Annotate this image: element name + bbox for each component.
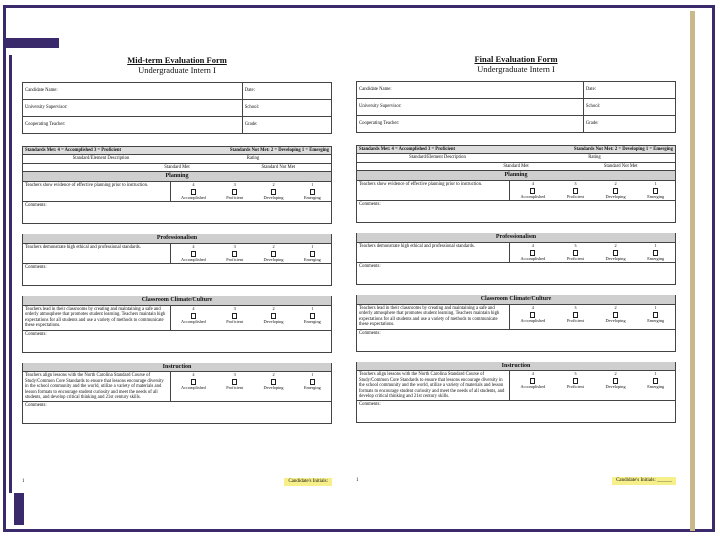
standard-row (22, 306, 332, 331)
rating-checkbox[interactable] (653, 312, 658, 318)
rating-number: 2 (614, 371, 617, 377)
standard-row (356, 371, 676, 401)
rating-option (264, 373, 284, 391)
candidate-info-table (22, 82, 332, 134)
rating-label: Proficient (226, 318, 244, 324)
comments-field[interactable]: Comments: (356, 330, 676, 352)
rating-number: 4 (531, 371, 534, 377)
rating-option (304, 307, 321, 325)
rating-number: 2 (614, 181, 617, 187)
rating-label: Accomplished (520, 317, 546, 323)
rating-label: Proficient (226, 385, 244, 391)
school-field[interactable]: School: (242, 100, 331, 117)
rating-label: Developing (263, 318, 284, 324)
university-supervisor-field[interactable]: University Supervisor: (23, 100, 243, 117)
rating-label: Developing (605, 194, 626, 200)
rating-checkbox[interactable] (310, 313, 315, 319)
rating-number: 1 (311, 244, 314, 249)
comments-field[interactable]: Comments: (22, 331, 332, 353)
comments-field[interactable]: Comments: (356, 263, 676, 285)
rating-option (647, 372, 664, 390)
standards-met-legend: Standards Met: 4 = Accomplished 3 = Proficient (25, 148, 122, 153)
rating-number: 1 (654, 304, 657, 310)
rating-option (567, 372, 584, 390)
met-header (356, 163, 676, 171)
date-field[interactable]: Date: (242, 83, 331, 100)
form-subtitle: Undergraduate Intern I (138, 64, 216, 75)
rating-option (304, 373, 321, 391)
gold-accent-bar (690, 11, 695, 531)
final-form-page (356, 55, 676, 487)
rating-option (181, 183, 206, 201)
rating-options (510, 181, 675, 200)
rating-label: Emerging (303, 256, 321, 262)
section-spacer (356, 285, 676, 295)
rating-label: Accomplished (181, 256, 206, 262)
section-spacer (22, 224, 332, 234)
rating-number: 3 (233, 182, 236, 188)
standard-met-label: Standard Met (503, 163, 529, 169)
rating-label: Emerging (647, 317, 665, 323)
standard-description: Teachers lead in their classrooms by creating and maintaining a safe and orderly atmosphere that promotes student learning. Teachers maintain high expectations for all students and use a variety of methods to communicate these expectations. (23, 306, 171, 330)
rating-checkbox[interactable] (271, 313, 276, 319)
standard-description: Teachers align lessons with the North Carolina Standard Course of Study/Common Core Standards to ensure that lessons encourage diversity in the school community and the world, utilize a variety of materials and lesson formats to encourage student curiosity and meet the needs of all students, and develop critical thinking and 21st century skills. (357, 371, 510, 400)
comments-field[interactable]: Comments: (356, 401, 676, 423)
grade-field[interactable]: Grade: (583, 116, 675, 133)
section-heading: Classroom Climate/Culture (22, 296, 332, 306)
comments-field[interactable]: Comments: (356, 201, 676, 223)
page-number: 1 (356, 478, 359, 484)
bottom-left-accent (14, 493, 24, 525)
rating-options (171, 244, 331, 263)
rating-number: 2 (272, 372, 275, 378)
description-header-label: Standard/Element Description (409, 155, 466, 161)
standards-legend (22, 146, 332, 155)
rating-number: 4 (192, 244, 195, 249)
standard-description: Teachers show evidence of effective planning prior to instruction. (357, 181, 510, 200)
comments-field[interactable]: Comments: (22, 264, 332, 286)
rating-checkbox[interactable] (232, 313, 237, 319)
rating-label: Accomplished (181, 385, 206, 391)
candidate-initials[interactable]: Candidate's Initials: (284, 478, 332, 486)
rating-number: 3 (233, 372, 236, 378)
form-title: Mid-term Evaluation Form (127, 55, 227, 65)
description-header-label: Standard/Element Description (72, 156, 130, 162)
rating-option (567, 306, 584, 324)
standard-row (22, 372, 332, 402)
form-title: Final Evaluation Form (474, 54, 558, 64)
rating-number: 4 (192, 372, 195, 378)
rating-options (510, 243, 675, 262)
rating-number: 1 (311, 305, 314, 311)
rating-option (647, 244, 664, 262)
rating-option (606, 182, 626, 200)
rating-number: 1 (654, 181, 657, 187)
standard-row (22, 182, 332, 202)
rating-option (181, 245, 206, 263)
section-heading: Planning (22, 172, 332, 182)
page-footer (356, 477, 676, 485)
section-spacer (22, 286, 332, 296)
rating-label: Emerging (303, 385, 321, 391)
midterm-form-page (22, 56, 332, 488)
rating-label: Emerging (303, 318, 321, 324)
standard-description: Teachers demonstrate high ethical and professional standards. (23, 244, 171, 263)
rating-option (226, 307, 243, 325)
candidate-name-field[interactable]: Candidate Name: (23, 83, 243, 100)
rating-option (264, 183, 284, 201)
rating-options (171, 306, 331, 330)
rating-number: 3 (233, 244, 236, 249)
rating-checkbox[interactable] (613, 312, 618, 318)
rating-number: 4 (192, 305, 195, 311)
form-subtitle: Undergraduate Intern I (477, 63, 555, 74)
standard-not-met-label: Standard Not Met (603, 163, 638, 169)
rating-option (226, 245, 243, 263)
rating-option (181, 307, 206, 325)
standard-description: Teachers align lessons with the North Carolina Standard Course of Study/Common Core Standards to ensure that lessons encourage diversity in the school community and the world, utilize a variety of materials and lesson formats to encourage student curiosity and meet the needs of all students, and develop critical thinking and 21st century skills. (23, 372, 171, 401)
standards-met-legend: Standards Met: 4 = Accomplished 3 = Proficient (359, 147, 456, 152)
rating-option (520, 372, 545, 390)
standard-not-met-label: Standard Not Met (261, 164, 296, 170)
section-heading: Professionalism (356, 233, 676, 243)
rating-number: 4 (531, 304, 534, 310)
standards-legend (356, 145, 676, 154)
rating-option (520, 182, 545, 200)
rating-label: Developing (263, 195, 284, 201)
description-header (22, 155, 332, 163)
standard-description: Teachers lead in their classrooms by creating and maintaining a safe and orderly atmosphere that promotes student learning. Teachers maintain high expectations for all students and use a variety of methods to communicate these expectations. (357, 305, 510, 329)
rating-checkbox[interactable] (191, 313, 196, 319)
met-header (22, 164, 332, 172)
standard-description: Teachers demonstrate high ethical and professional standards. (357, 243, 510, 262)
rating-number: 4 (531, 181, 534, 187)
standard-met-label: Standard Met (164, 164, 190, 170)
rating-option (304, 183, 321, 201)
rating-number: 3 (574, 304, 577, 310)
rating-checkbox[interactable] (530, 312, 535, 318)
standards-not-met-legend: Standards Not Met: 2 = Developing 1 = Emerging (573, 147, 673, 152)
rating-label: Emerging (647, 255, 665, 261)
rating-label: Proficient (566, 194, 584, 200)
rating-number: 4 (531, 243, 534, 248)
section-spacer (22, 353, 332, 363)
rating-options (171, 372, 331, 401)
sections-container (22, 172, 332, 424)
rating-option (606, 306, 626, 324)
rating-number: 2 (272, 305, 275, 311)
rating-option (520, 244, 545, 262)
standard-row (356, 181, 676, 201)
section-heading: Planning (356, 171, 676, 181)
rating-number: 3 (574, 243, 577, 248)
candidate-name-field[interactable]: Candidate Name: (357, 82, 584, 99)
standards-not-met-legend: Standards Not Met: 2 = Developing 1 = Emerging (229, 148, 329, 153)
rating-label: Proficient (566, 317, 584, 323)
rating-label: Proficient (566, 255, 584, 261)
rating-options (510, 371, 675, 400)
candidate-info-table (356, 81, 676, 133)
rating-option (567, 182, 584, 200)
page-number: 1 (22, 479, 25, 485)
rating-label: Proficient (226, 195, 244, 201)
rating-label: Developing (605, 317, 626, 323)
rating-number: 2 (614, 243, 617, 248)
rating-option (264, 245, 284, 263)
rating-label: Developing (605, 255, 626, 261)
rating-option (520, 306, 545, 324)
standard-row (356, 305, 676, 330)
section-spacer (356, 352, 676, 362)
rating-number: 2 (272, 182, 275, 188)
rating-number: 3 (574, 371, 577, 377)
rating-label: Emerging (647, 384, 665, 390)
grade-field[interactable]: Grade: (242, 117, 331, 134)
rating-checkbox[interactable] (573, 312, 578, 318)
rating-label: Emerging (647, 194, 665, 200)
rating-option (606, 372, 626, 390)
rating-number: 1 (654, 371, 657, 377)
rating-label: Accomplished (181, 195, 206, 201)
rating-number: 3 (574, 181, 577, 187)
comments-field[interactable]: Comments: (22, 402, 332, 424)
rating-number: 1 (654, 243, 657, 248)
rating-number: 2 (614, 304, 617, 310)
rating-option (226, 373, 243, 391)
rating-label: Proficient (226, 256, 244, 262)
rating-label: Developing (605, 384, 626, 390)
school-field[interactable]: School: (583, 99, 675, 116)
rating-options (171, 182, 331, 201)
university-supervisor-field[interactable]: University Supervisor: (357, 99, 584, 116)
rating-label: Accomplished (520, 255, 546, 261)
section-spacer (356, 223, 676, 233)
rating-number: 1 (311, 182, 314, 188)
top-left-accent (3, 38, 59, 48)
standard-description: Teachers show evidence of effective planning prior to instruction. (23, 182, 171, 201)
rating-label: Accomplished (520, 384, 546, 390)
cooperating-teacher-field[interactable]: Cooperating Teacher: (23, 117, 243, 134)
comments-field[interactable]: Comments: (22, 202, 332, 224)
cooperating-teacher-field[interactable]: Cooperating Teacher: (357, 116, 584, 133)
rating-label: Proficient (566, 384, 584, 390)
rating-number: 2 (272, 244, 275, 249)
rating-option (304, 245, 321, 263)
rating-option (647, 306, 664, 324)
rating-options (510, 305, 675, 329)
date-field[interactable]: Date: (583, 82, 675, 99)
rating-label: Developing (263, 256, 284, 262)
page-footer (22, 478, 332, 486)
left-vertical-rule (9, 55, 12, 493)
rating-label: Developing (263, 385, 284, 391)
description-header (356, 154, 676, 162)
rating-number: 4 (192, 182, 195, 188)
standard-row (22, 244, 332, 264)
rating-header-label: Rating (246, 156, 260, 162)
rating-option (567, 244, 584, 262)
rating-label: Accomplished (520, 194, 546, 200)
section-heading: Instruction (356, 362, 676, 372)
rating-number: 1 (311, 372, 314, 378)
rating-header-label: Rating (588, 155, 601, 161)
rating-option (264, 307, 284, 325)
rating-number: 3 (233, 305, 236, 311)
candidate-initials[interactable]: Candidate's Initials: ______ (612, 477, 676, 485)
rating-label: Emerging (303, 195, 321, 201)
section-heading: Classroom Climate/Culture (356, 295, 676, 305)
section-heading: Instruction (22, 363, 332, 373)
rating-option (226, 183, 243, 201)
rating-option (606, 244, 626, 262)
section-heading: Professionalism (22, 234, 332, 244)
standard-row (356, 243, 676, 263)
rating-option (181, 373, 206, 391)
sections-container (356, 171, 676, 423)
rating-label: Accomplished (181, 318, 206, 324)
rating-option (647, 182, 664, 200)
